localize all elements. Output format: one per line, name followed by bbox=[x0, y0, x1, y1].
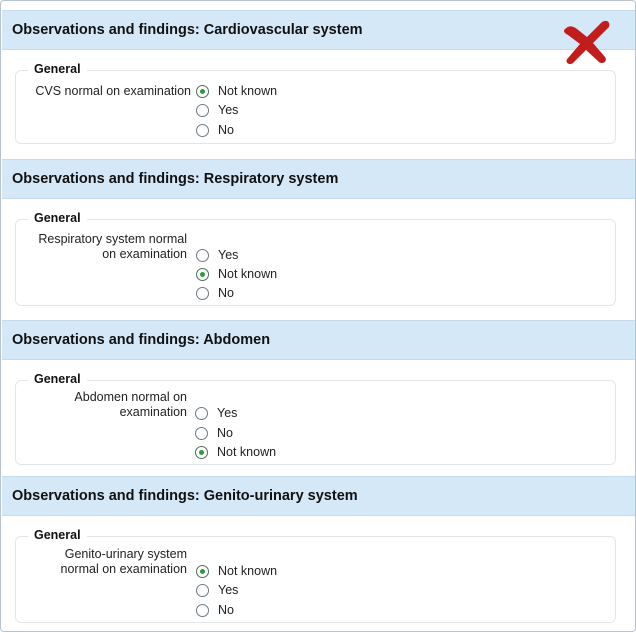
question-label: Respiratory system normal on examination bbox=[38, 232, 187, 261]
radio-button[interactable] bbox=[196, 584, 209, 597]
radio-button-selected[interactable] bbox=[196, 85, 209, 98]
section-title: Observations and findings: Respiratory system bbox=[2, 159, 635, 199]
section-abdomen bbox=[2, 320, 635, 360]
radio-button-selected[interactable] bbox=[195, 446, 208, 459]
radio-option-not-known[interactable]: Not known bbox=[196, 267, 277, 281]
close-icon[interactable] bbox=[559, 15, 615, 67]
radio-button[interactable] bbox=[196, 124, 209, 137]
radio-option-no[interactable]: No bbox=[196, 123, 234, 137]
question-label: CVS normal on examination bbox=[35, 84, 191, 98]
question-label: Genito-urinary system normal on examination bbox=[60, 547, 187, 576]
group-label: General bbox=[28, 528, 87, 542]
radio-button[interactable] bbox=[196, 104, 209, 117]
question-label: Abdomen normal on examination bbox=[74, 390, 187, 419]
section-cardiovascular bbox=[2, 10, 635, 50]
group-label: General bbox=[28, 211, 87, 225]
radio-option-no[interactable]: No bbox=[195, 426, 233, 440]
radio-button[interactable] bbox=[196, 604, 209, 617]
radio-option-yes[interactable]: Yes bbox=[196, 103, 238, 117]
radio-option-no[interactable]: No bbox=[196, 603, 234, 617]
radio-option-yes[interactable]: Yes bbox=[196, 583, 238, 597]
radio-option-yes[interactable]: Yes bbox=[195, 406, 237, 420]
group-general-genito-urinary bbox=[15, 528, 616, 623]
radio-button[interactable] bbox=[195, 407, 208, 420]
group-general-cardiovascular bbox=[15, 62, 616, 144]
radio-option-not-known[interactable]: Not known bbox=[196, 84, 277, 98]
section-title: Observations and findings: Abdomen bbox=[2, 320, 635, 360]
group-label: General bbox=[28, 62, 87, 76]
radio-option-not-known[interactable]: Not known bbox=[195, 445, 276, 459]
radio-option-no[interactable]: No bbox=[196, 286, 234, 300]
section-title: Observations and findings: Genito-urinary system bbox=[2, 476, 635, 516]
radio-button[interactable] bbox=[196, 249, 209, 262]
section-title: Observations and findings: Cardiovascular system bbox=[2, 10, 635, 50]
radio-option-yes[interactable]: Yes bbox=[196, 248, 238, 262]
radio-button-selected[interactable] bbox=[196, 268, 209, 281]
radio-button-selected[interactable] bbox=[196, 565, 209, 578]
section-genito-urinary bbox=[2, 476, 635, 516]
section-respiratory bbox=[2, 159, 635, 199]
radio-option-not-known[interactable]: Not known bbox=[196, 564, 277, 578]
group-label: General bbox=[28, 372, 87, 386]
radio-button[interactable] bbox=[196, 287, 209, 300]
group-general-abdomen bbox=[15, 372, 616, 465]
group-general-respiratory bbox=[15, 211, 616, 306]
radio-button[interactable] bbox=[195, 427, 208, 440]
